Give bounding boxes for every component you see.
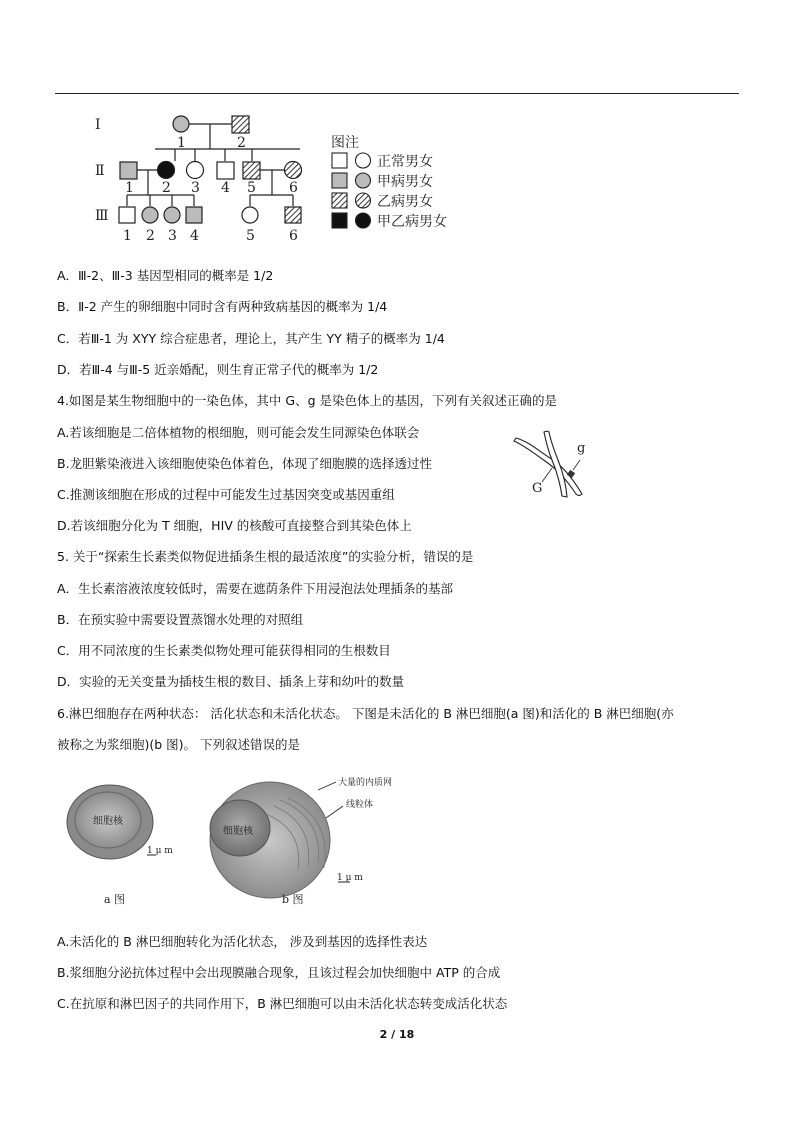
q3-option-a: A．Ⅲ-2、Ⅲ-3 基因型相同的概率是 1/2: [57, 268, 274, 283]
q3-option-b: B．Ⅱ-2 产生的卵细胞中同时含有两种致病基因的概率为 1/4: [57, 299, 388, 314]
gen3-label: 4: [190, 228, 199, 244]
q4-stem: 4.如图是某生物细胞中的一染色体，其中 G、g 是染色体上的基因，下列有关叙述正确的是: [57, 393, 557, 408]
q6-option-a: A.未活化的 B 淋巴细胞转化为活化状态， 涉及到基因的选择性表达: [57, 934, 428, 949]
pedigree-legend: [331, 135, 447, 230]
generation-label-1: Ⅰ: [95, 117, 101, 133]
er-label: 大量的内质网: [338, 778, 393, 788]
gene-upper-label: G: [532, 481, 543, 496]
q5-stem: 5. 关于“探索生长素类似物促进插条生根的最适浓度”的实验分析，错误的是: [57, 549, 474, 564]
page-number: 2 / 18: [379, 1028, 415, 1041]
q5-option-b: B．在预实验中需要设置蒸馏水处理的对照组: [57, 612, 304, 627]
gen3-label: 1: [123, 228, 132, 244]
gen3-label: 2: [146, 228, 155, 244]
q5-option-d: D．实验的无关变量为插枝生根的数目、插条上芽和幼叶的数量: [57, 674, 405, 689]
q5-option-a: A．生长素溶液浓度较低时，需要在遮荫条件下用浸泡法处理插条的基部: [57, 581, 454, 596]
gen1-label: 1: [177, 135, 186, 151]
legend-disease-ab: 甲乙病男女: [377, 214, 447, 230]
caption-a: a 图: [104, 893, 126, 906]
gen2-label: 2: [162, 180, 171, 196]
q5-option-c: C．用不同浓度的生长素类似物处理可能获得相同的生根数目: [57, 643, 391, 658]
q4-option-b: B.龙胆紫染液进入该细胞使染色体着色，体现了细胞膜的选择透过性: [57, 456, 433, 471]
nucleus-label-b: 细胞核: [223, 826, 253, 837]
pedigree-figure: [85, 105, 485, 245]
legend-disease-a: 甲病男女: [377, 174, 433, 190]
gen2-label: 5: [247, 180, 256, 196]
caption-b: b 图: [282, 893, 304, 906]
gen2-label: 4: [221, 180, 230, 196]
gen3-label: 3: [168, 228, 177, 244]
gen3-label: 5: [246, 228, 255, 244]
gen2-label: 1: [125, 180, 134, 196]
generation-label-2: Ⅱ: [95, 163, 105, 179]
lymphocyte-figure: [60, 770, 420, 915]
header-rule: [55, 93, 739, 94]
chromosome-figure: [510, 430, 600, 505]
gen2-label: 6: [289, 180, 298, 196]
q3-option-d: D．若Ⅲ-4 与Ⅲ-5 近亲婚配，则生育正常子代的概率为 1/2: [57, 362, 379, 377]
q4-option-d: D.若该细胞分化为 T 细胞，HIV 的核酸可直接整合到其染色体上: [57, 518, 412, 533]
legend-disease-b: 乙病男女: [377, 194, 433, 210]
nucleus-label-a: 细胞核: [93, 816, 123, 827]
q6-stem-line1: 6.淋巴细胞存在两种状态： 活化状态和未活化状态。 下图是未活化的 B 淋巴细胞(a 图)和活化的 B 淋巴细胞(亦: [57, 706, 674, 721]
q4-option-c: C.推测该细胞在形成的过程中可能发生过基因突变或基因重组: [57, 487, 395, 502]
legend-title: 图注: [331, 135, 359, 151]
gen3-label: 6: [289, 228, 298, 244]
generation-label-3: Ⅲ: [95, 208, 109, 224]
scale-label-b: 1 μ m: [337, 873, 363, 883]
q6-option-c: C.在抗原和淋巴因子的共同作用下，B 淋巴细胞可以由未活化状态转变成活化状态: [57, 996, 508, 1011]
q6-option-b: B.浆细胞分泌抗体过程中会出现膜融合现象，且该过程会加快细胞中 ATP 的合成: [57, 965, 501, 980]
mito-label: 线粒体: [346, 800, 374, 810]
q4-option-a: A.若该细胞是二倍体植物的根细胞，则可能会发生同源染色体联会: [57, 425, 420, 440]
scale-label-a: 1 μ m: [147, 846, 173, 856]
q3-option-c: C．若Ⅲ-1 为 XYY 综合症患者，理论上，其产生 YY 精子的概率为 1/4: [57, 331, 445, 346]
gene-lower-label: g: [577, 441, 586, 456]
gen2-label: 3: [191, 180, 200, 196]
gen1-label: 2: [237, 135, 246, 151]
q6-stem-line2: 被称之为浆细胞)(b 图)。 下列叙述错误的是: [57, 737, 301, 752]
legend-normal: 正常男女: [377, 154, 433, 170]
